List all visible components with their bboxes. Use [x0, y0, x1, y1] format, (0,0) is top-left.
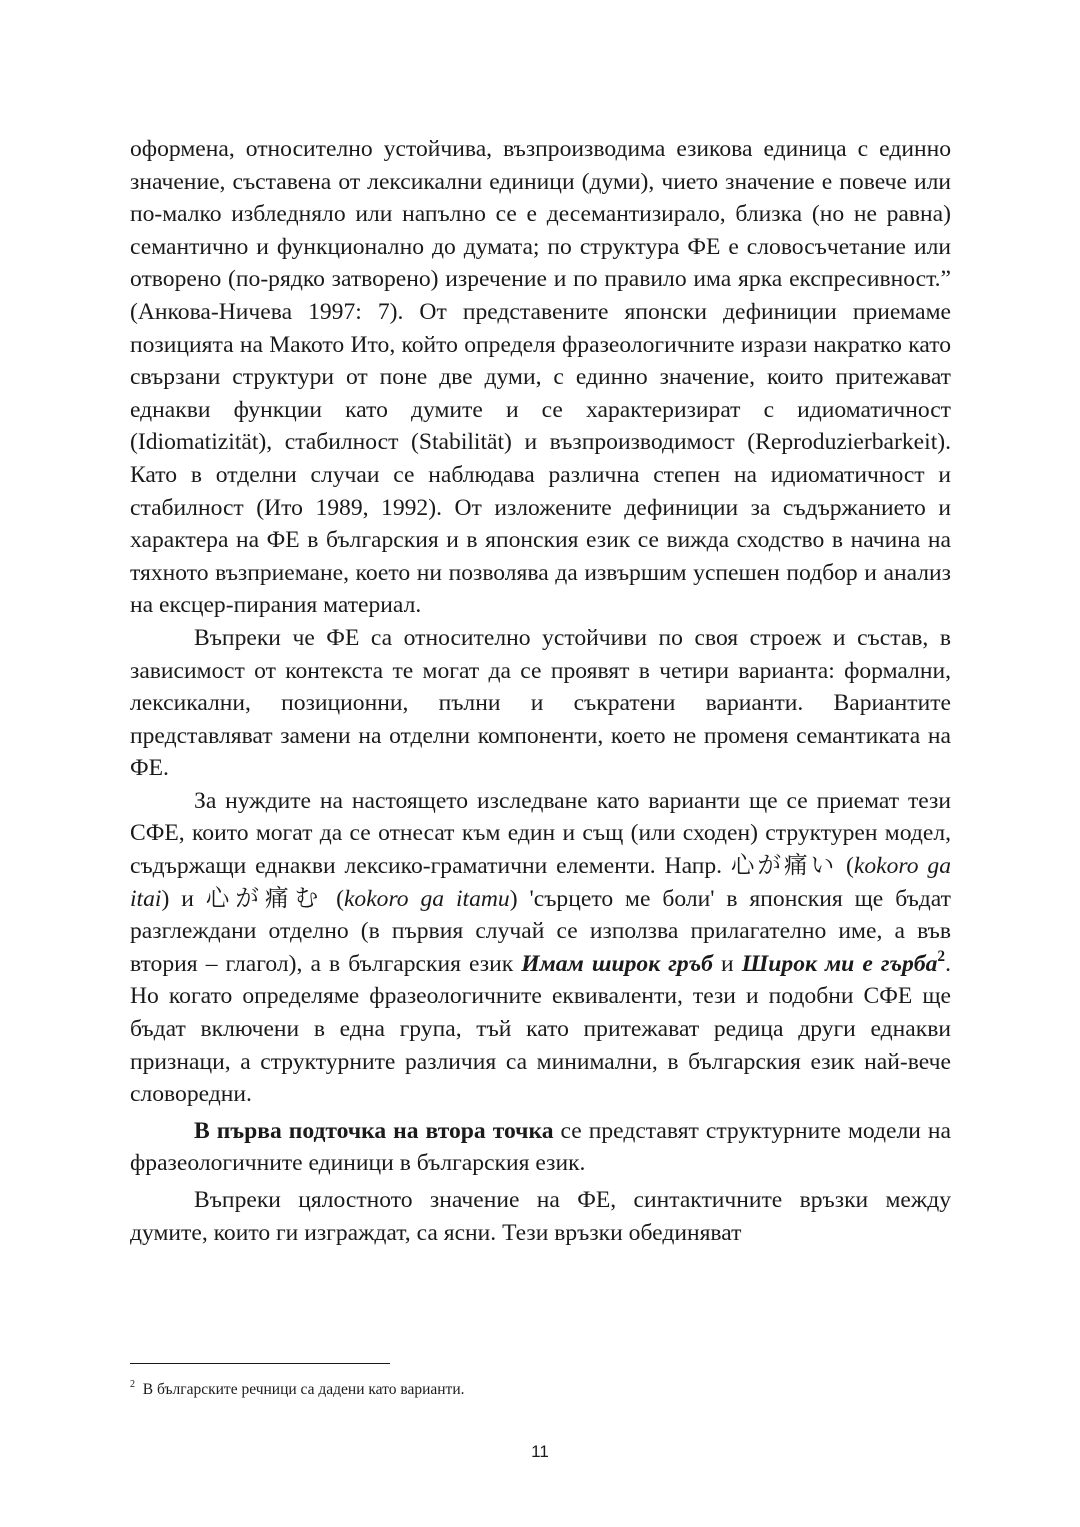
- bold-italic-phrase: Имам широк гръб: [521, 950, 713, 977]
- text-run: . Но когато определяме фразеологичните еквиваленти, тези и подобни СФЕ ще бъдат включени в една група, тъй като притежават редица други еднакви признаци, а структурните различия са минимални, в българския език най-вече словоредни.: [130, 950, 951, 1108]
- page-number: 11: [531, 1442, 549, 1461]
- text-run: и: [712, 950, 742, 977]
- paragraph-syntax: Въпреки цялостното значение на ФЕ, синтактичните връзки между думите, които ги изграждат, са ясни. Тези връзки обединяват: [130, 1187, 951, 1246]
- footnote-marker: 2: [130, 1379, 136, 1391]
- japanese-phrase: 心が痛む: [205, 885, 325, 912]
- body-text: [130, 133, 951, 1249]
- footnote-separator: [130, 1363, 390, 1364]
- footnote: [130, 1380, 951, 1400]
- bold-heading-phrase: В първа подточка на втора точка: [194, 1117, 554, 1144]
- text-run: (: [837, 853, 854, 880]
- text-run: (: [324, 885, 344, 912]
- text-run: За нуждите на настоящето изследване като варианти ще се приемат тези СФЕ, които могат да се отнесат към един и същ (или сходен) структурен модел, съдържащи еднакви лексико-граматични елементи. Напр.: [130, 787, 951, 880]
- footnote-reference[interactable]: 2: [937, 948, 946, 966]
- bold-italic-phrase: Широк ми е гърба: [741, 950, 938, 977]
- romanization: kokoro ga itai: [130, 853, 951, 912]
- paragraph-research-variants: [130, 785, 951, 1111]
- paragraph-variants: Въпреки че ФЕ са относително устойчиви по своя строеж и състав, в зависимост от контекста те могат да се проявят в четири варианта: формални, лексикални, позиционни, пълни и съкратени варианти. Вариантите представляват замени на отделни компоненти, което не променя семантиката на ФЕ.: [130, 624, 951, 782]
- japanese-phrase: 心が痛い: [730, 853, 838, 880]
- paragraph-subsection: [130, 1115, 951, 1180]
- paragraph-definition: оформена, относително устойчива, възпроизводима езикова единица с единно значение, съставена от лексикални единици (думи), чието значение е повече или по-малко избледняло или напълно се е десемантизирало, близка (но не равна) семантично и функционално до думата; по структура ФЕ е словосъчетание или отворено (по-рядко затворено) изречение и по правило има ярка експресивност.” (Анкова-Ничева 1997: 7). От представените японски дефиниции приемаме позицията на Макото Ито, който определя фразеологичните изрази накратко като свързани структури от поне две думи, с единно значение, които притежават еднакви функции като думите и се характеризират с идиоматичност (Idiomatizität), стабилност (Stabilität) и възпроизводимост (Reproduzierbarkeit). Като в отделни случаи се наблюдава различна степен на идиоматичност и стабилност (Ито 1989, 1992). От изложените дефиниции за съдържанието и характера на ФЕ в българския и в японския език се вижда сходство в начина на тяхното възприемане, което ни позволява да извършим успешен подбор и анализ на ексцер-пирания материал.: [130, 136, 951, 619]
- text-run: ) и: [161, 885, 206, 912]
- footnote-text: В българските речници са дадени като варианти.: [142, 1381, 465, 1398]
- romanization: kokoro ga itamu: [343, 885, 510, 912]
- text-run: се представят структурните модели на фразеологичните единици в българския език.: [130, 1117, 951, 1177]
- text-run: ) 'сърцето ме боли' в японския ще бъдат разглеждани отделно (в първия случай се използва прилагателно име, а във втория – глагол), а в българския език: [130, 885, 951, 977]
